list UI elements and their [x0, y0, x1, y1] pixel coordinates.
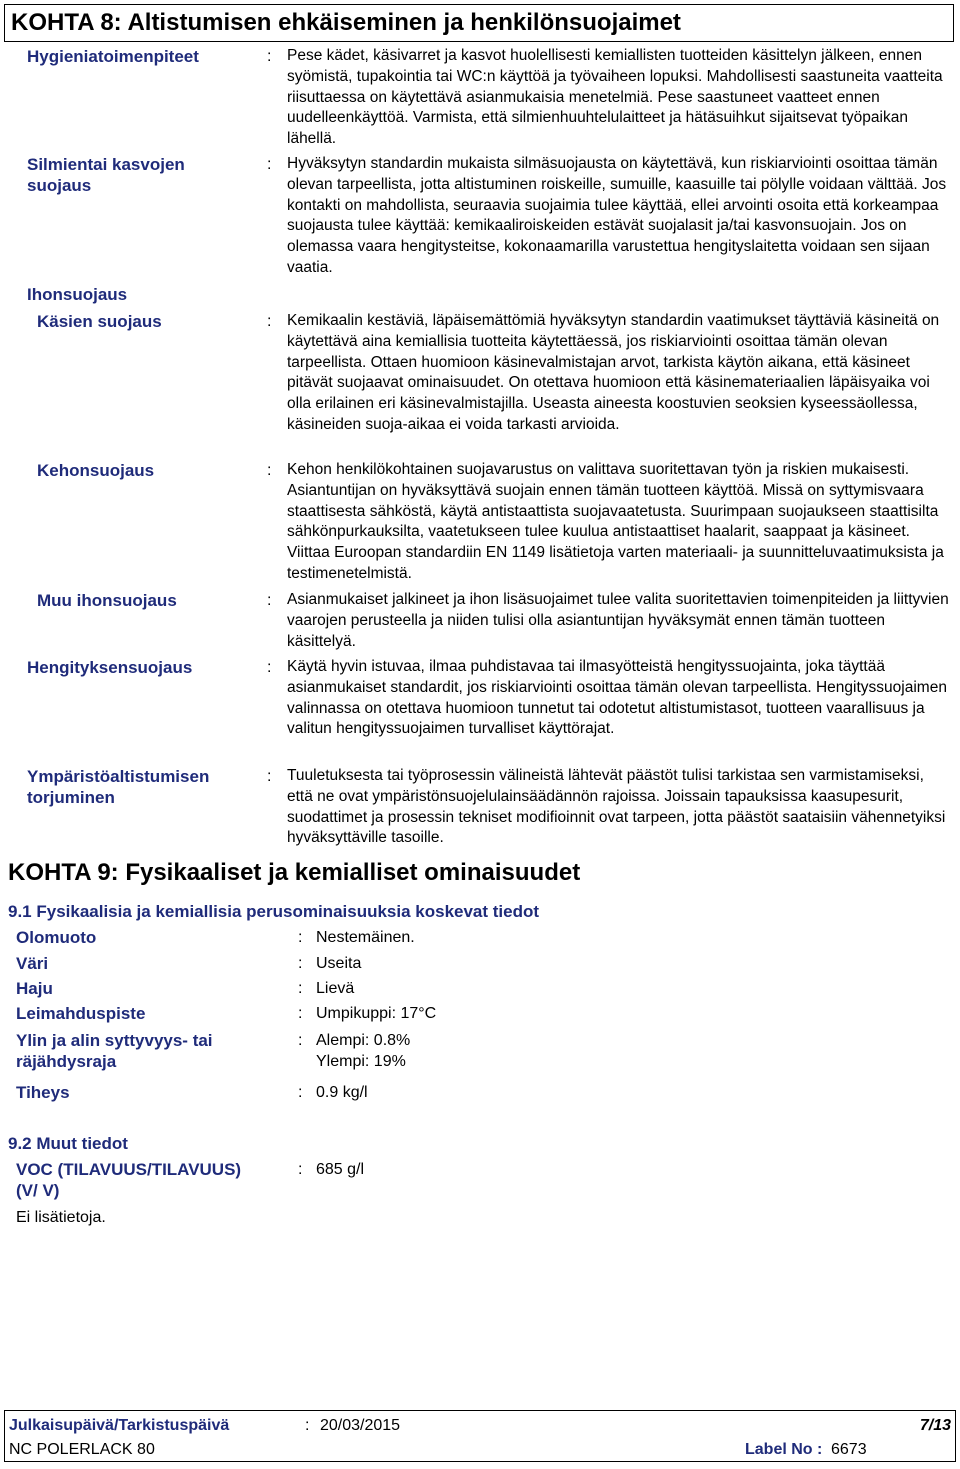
colon: :	[267, 462, 272, 479]
colon: :	[267, 659, 272, 676]
subsection-9-1-title: 9.1 Fysikaalisia ja kemiallisia perusominaisuuksia koskevat tiedot	[8, 902, 540, 921]
prop-label: Väri	[16, 954, 49, 973]
row-label: Silmientai kasvojen suojaus	[27, 155, 185, 195]
colon: :	[267, 313, 272, 330]
row-label: Ympäristöaltistumisen torjuminen	[27, 767, 210, 807]
row-label: Hengityksensuojaus	[27, 658, 193, 677]
page-number: 7/13	[919, 1417, 951, 1434]
colon: :	[298, 1005, 303, 1022]
section-9-title: KOHTA 9: Fysikaaliset ja kemialliset ominaisuudet	[8, 859, 581, 886]
prop-value: 0.9 kg/l	[316, 1084, 368, 1101]
product-name: NC POLERLACK 80	[9, 1441, 155, 1458]
prop-value-2: Ylempi: 19%	[316, 1053, 406, 1070]
colon: :	[298, 1161, 303, 1178]
issue-date-value: 20/03/2015	[320, 1417, 401, 1434]
prop-value: Lievä	[316, 980, 355, 997]
prop-label: Haju	[16, 979, 53, 998]
row-value: Tuuletuksesta tai työprosessin välineistä lähtevät päästöt tulisi tarkistaa sen varmistamiseksi, että ne ovat ympäristönsuojelulainsäädännön rajoissa. Joissain tapauksissa kaasupesurit, suodattimet ja prosessin tekniset modifioinnit ovat tarpeen, jotta päästöt saataisiin vähennetyiksi hyväksyttäville tasoille.	[287, 767, 946, 847]
prop-label: Leimahduspiste	[16, 1004, 146, 1023]
prop-label: VOC (TILAVUUS/TILAVUUS) (V/ V)	[16, 1160, 242, 1200]
colon: :	[298, 980, 303, 997]
row-value: Pese kädet, käsivarret ja kasvot huolellisesti kemiallisten tuotteiden käsittelyn jälkeen, ennen syömistä, tupakointia tai WC:n käyttöä ja työvaiheen lopuksi. Mahdollisesti saastuneita vaatteita riisuttaessa on käytettävä asianmukaisia menetelmiä. Pese saastuneet vaatteet ennen uudelleenkäyttöä. Varmista, että silmienhuuhtelulaitteet ja hätäsuihkut sijaitsevat työpaikan lähellä.	[287, 47, 943, 148]
prop-label: Tiheys	[16, 1083, 70, 1102]
subsection-9-2-title: 9.2 Muut tiedot	[8, 1134, 128, 1153]
colon: :	[298, 929, 303, 946]
prop-label: Ylin ja alin syttyvyys- tai räjähdysraja	[16, 1031, 213, 1071]
row-value: Kehon henkilökohtainen suojavarustus on valittava suoritettavan työn ja riskien mukaisesti. Asiantuntijan on hyväksyttävä suojain ennen tämän tuotteen käyttöä. Missä on syttymisvaara staattisesta sähköstä, käytä antistaattista suojavaatetusta. Suurimpaan suojaukseen staattisilta sähkönpurkauksilta, vaatetukseen tulee kuulua antistaattiset haalarit, saappaat ja käsineet. Viittaa Euroopan standardiin EN 1149 lisätietoja varten materiaali- ja suunnitteluvaatimuksista ja testimenetelmistä.	[287, 461, 944, 582]
prop-value: Useita	[316, 955, 362, 972]
colon: :	[267, 768, 272, 785]
label-no-value: 6673	[831, 1441, 867, 1458]
row-label: Kehonsuojaus	[37, 461, 155, 480]
colon: :	[298, 1084, 303, 1101]
row-value: Kemikaalin kestäviä, läpäisemättömiä hyväksytyn standardin vaatimukset täyttäviä käsineitä on käytettävä aina kemiallisia tuotteita käytettäessä, jos riskiarviointi osoittaa tämän olevan tarpeellista. Ottaen huomioon käsinevalmistajan arvot, tarkista käytön aikana, että käsineet pitävät suojaavat ominaisuudet. On otettava huomioon että käsinemateriaalien läpäisyaika voi olla erilainen eri käsinevalmistajilla. Useasta aineesta koostuvien seoksien kyseessäollessa, käsineiden suoja-aikaa ei voida tarkasti arvioida.	[287, 312, 940, 433]
label-no-label: Label No :	[745, 1441, 823, 1458]
row-label: Käsien suojaus	[37, 312, 162, 331]
colon: :	[267, 592, 272, 609]
prop-value: Umpikuppi: 17°C	[316, 1005, 437, 1022]
prop-value: Nestemäinen.	[316, 929, 415, 946]
colon: :	[298, 1032, 303, 1049]
prop-value: Alempi: 0.8%	[316, 1032, 411, 1049]
no-more-info: Ei lisätietoja.	[16, 1209, 106, 1226]
colon: :	[305, 1417, 310, 1434]
colon: :	[267, 48, 272, 65]
prop-value: 685 g/l	[316, 1161, 365, 1178]
issue-date-label: Julkaisupäivä/Tarkistuspäivä	[9, 1417, 230, 1434]
section-8-title: KOHTA 8: Altistumisen ehkäiseminen ja henkilönsuojaimet	[4, 4, 954, 42]
colon: :	[298, 955, 303, 972]
row-value: Asianmukaiset jalkineet ja ihon lisäsuojaimet tulee valita suoritettavien toimenpiteiden ja liittyvien vaarojen perusteella ja niiden tulisi olla asiantuntijan hyväksymät ennen tämän tuotteen käsittelyä.	[287, 591, 949, 650]
row-value: Käytä hyvin istuvaa, ilmaa puhdistavaa tai ilmasyötteistä hengityssuojainta, joka täyttää asianmukaiset standardit, jos riskiarviointi osoittaa tämän olevan tarpeellista. Hengityssuojaimen valinnassa on otettava huomioon tunnetut tai odotetut altistumistasot, tuotteen vaarallisuus ja valitun hengityssuojaimen turvalliset käyttörajat.	[287, 658, 947, 738]
prop-label: Olomuoto	[16, 928, 97, 947]
row-label: Hygieniatoimenpiteet	[27, 47, 199, 66]
colon: :	[267, 156, 272, 173]
skin-protection-heading: Ihonsuojaus	[27, 285, 128, 304]
row-label: Muu ihonsuojaus	[37, 591, 177, 610]
page-footer	[4, 1410, 956, 1462]
row-value: Hyväksytyn standardin mukaista silmäsuojausta on käytettävä, kun riskiarviointi osoittaa tämän olevan tarpeellista, jotta altistuminen roiskeille, sumuille, kaasuille tai pölylle voidaan välttää. Jos kontakti on mahdollista, seuraavia suojaimia tulee käyttää, ellei arvointi osoita että korkeampaa suojausta tulee käyttää: kemikaaliroiskeiden estävät suojalasit ja/tai kasvonsuojain. Jos on olemassa vaara hengitysteitse, kokonaamarilla varustettua hengityslaitetta voidaan sen sijaan vaatia.	[287, 155, 947, 276]
